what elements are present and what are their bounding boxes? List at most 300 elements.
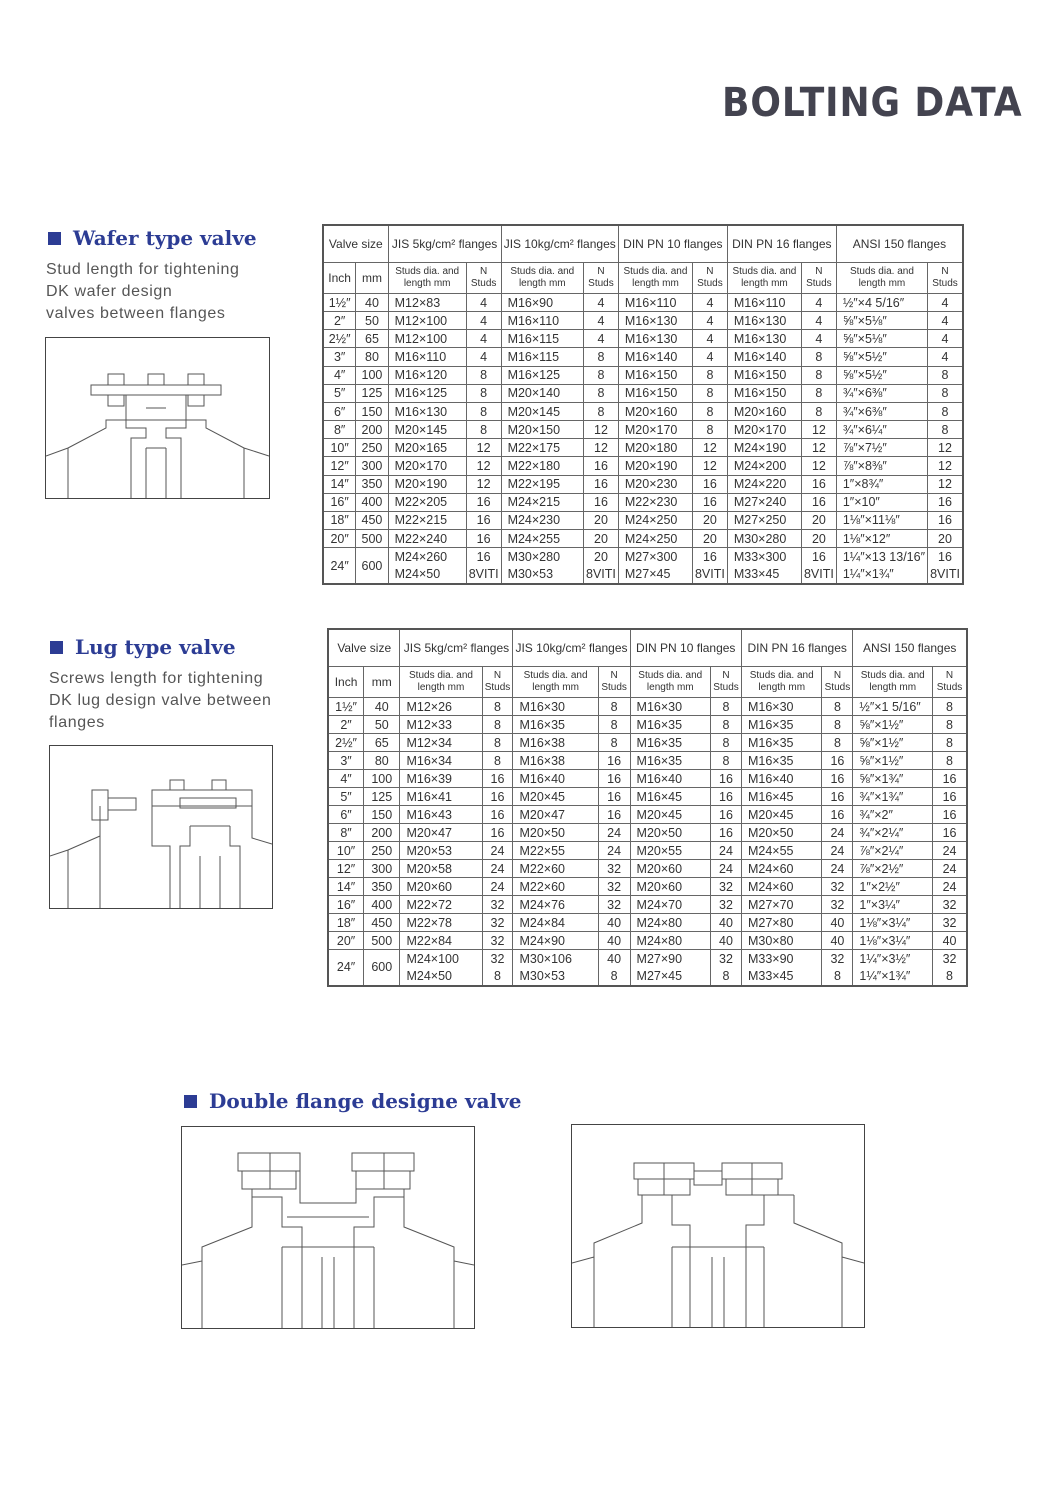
n-studs-cell: 16 [928,511,963,529]
studs-dia-cell: M27×80 [741,914,821,932]
n-studs-cell: 16 [801,493,836,511]
n-studs-cell: 8 [933,734,967,752]
mm-header: mm [356,263,388,294]
studs-dia-cell: M30×53 [513,968,598,986]
n-studs-cell: 12 [466,457,501,475]
mm-cell: 40 [356,294,388,312]
studs-dia-cell: M24×215 [501,493,583,511]
n-studs-cell: 4 [466,294,501,312]
studs-dia-cell: ¾″×6⅜″ [836,384,927,402]
studs-dia-cell: M20×145 [501,402,583,420]
group-header: JIS 5kg/cm² flanges [400,629,513,667]
studs-dia-cell: M20×170 [618,421,692,439]
studs-dia-cell: M33×45 [741,968,821,986]
studs-dia-cell: M12×100 [388,330,466,348]
n-studs-cell: 12 [692,439,727,457]
n-studs-cell: 16 [598,752,630,770]
studs-dia-cell: ¾″×6⅜″ [836,402,927,420]
studs-dia-cell: 1¼″×13 13/16″ [836,548,927,566]
n-studs-cell: 24 [933,842,967,860]
n-studs-cell: 24 [822,860,853,878]
n-studs-cell: 16 [482,806,513,824]
studs-dia-cell: M20×47 [513,806,598,824]
n-studs-cell: 12 [928,439,963,457]
n-studs-cell: 4 [692,312,727,330]
studs-dia-cell: M16×40 [513,770,598,788]
desc-line: DK lug design valve between [49,692,272,709]
n-studs-cell: 8 [482,698,513,716]
studs-dia-cell: ⅝″×5⅛″ [836,330,927,348]
studs-dia-cell: M24×55 [741,842,821,860]
n-studs-cell: 32 [482,932,513,950]
studs-dia-cell: ½″×4 5/16″ [836,294,927,312]
n-studs-cell: 32 [933,896,967,914]
studs-dia-cell: M22×180 [501,457,583,475]
n-studs-header: N Studs [466,263,501,294]
group-header: ANSI 150 flanges [836,225,963,263]
studs-dia-cell: M22×240 [388,530,466,548]
studs-dia-header: Studs dia. and length mm [513,667,598,698]
inch-cell: 2½″ [323,330,356,348]
studs-dia-cell: M20×180 [618,439,692,457]
n-studs-cell: 8 [692,366,727,384]
studs-dia-header: Studs dia. and length mm [630,667,710,698]
n-studs-cell: 20 [801,511,836,529]
inch-cell: 10″ [328,842,364,860]
studs-dia-cell: 1¼″×1¾″ [853,968,933,986]
studs-dia-cell: ⅝″×1½″ [853,752,933,770]
n-studs-cell: 32 [822,878,853,896]
studs-dia-cell: 1⅛″×11⅛″ [836,511,927,529]
n-studs-cell: 16 [598,788,630,806]
table-row [323,312,963,330]
studs-dia-cell: M27×250 [727,511,801,529]
table-row [323,384,963,402]
studs-dia-cell: M24×84 [513,914,598,932]
n-studs-cell: 40 [933,932,967,950]
page-title: BOLTING DATA [722,80,1023,126]
studs-dia-cell: M20×60 [630,878,710,896]
studs-dia-cell: M12×34 [400,734,482,752]
lug-title-text: Lug type valve [75,635,236,659]
desc-line: Screws length for tightening [49,670,264,687]
n-studs-cell: 8 [584,348,619,366]
studs-dia-cell: M16×34 [400,752,482,770]
n-studs-cell: 4 [801,330,836,348]
studs-dia-cell: M20×190 [618,457,692,475]
n-studs-header: N Studs [692,263,727,294]
table-row [323,366,963,384]
mm-cell: 65 [364,734,400,752]
studs-dia-cell: M16×35 [741,716,821,734]
n-studs-header: N Studs [598,667,630,698]
studs-dia-cell: M12×100 [388,312,466,330]
studs-dia-cell: M24×100 [400,950,482,968]
studs-dia-cell: M22×195 [501,475,583,493]
studs-dia-cell: M20×60 [400,878,482,896]
mm-cell: 65 [356,330,388,348]
n-studs-cell: 16 [822,770,853,788]
studs-dia-cell: M20×55 [630,842,710,860]
studs-dia-cell: M16×125 [501,366,583,384]
inch-cell: 8″ [323,421,356,439]
studs-dia-cell: M24×80 [630,932,710,950]
n-studs-cell: 32 [711,950,742,968]
n-studs-cell: 8 [482,716,513,734]
n-studs-cell: 16 [466,493,501,511]
n-studs-cell: 32 [711,896,742,914]
inch-cell: 24″ [323,548,356,584]
n-studs-cell: 24 [822,824,853,842]
mm-cell: 350 [356,475,388,493]
n-studs-cell: 16 [801,548,836,566]
studs-dia-cell: M16×125 [388,384,466,402]
inch-cell: 3″ [323,348,356,366]
studs-dia-cell: 1″×3¼″ [853,896,933,914]
studs-dia-cell: M12×33 [400,716,482,734]
n-studs-cell: 8 [598,698,630,716]
n-studs-cell: 8 [801,366,836,384]
square-bullet-icon [50,641,63,654]
mm-cell: 200 [356,421,388,439]
table-row [328,788,967,806]
n-studs-cell: 32 [482,896,513,914]
studs-dia-header: Studs dia. and length mm [388,263,466,294]
mm-cell: 40 [364,698,400,716]
studs-dia-cell: M16×35 [513,716,598,734]
n-studs-cell: 32 [482,950,513,968]
studs-dia-cell: M20×50 [741,824,821,842]
n-studs-cell: 4 [801,312,836,330]
inch-cell: 10″ [323,439,356,457]
table-row [328,752,967,770]
n-studs-cell: 16 [928,548,963,566]
inch-cell: 4″ [328,770,364,788]
studs-dia-cell: M27×90 [630,950,710,968]
studs-dia-cell: M16×30 [741,698,821,716]
studs-dia-cell: 1¼″×3½″ [853,950,933,968]
studs-dia-cell: M16×35 [630,734,710,752]
n-studs-cell: 24 [598,824,630,842]
studs-dia-cell: M24×220 [727,475,801,493]
n-studs-cell: 4 [928,294,963,312]
n-studs-cell: 20 [692,511,727,529]
desc-line: DK wafer design [46,283,173,300]
n-studs-cell: 16 [933,770,967,788]
studs-dia-header: Studs dia. and length mm [618,263,692,294]
studs-dia-cell: ⅞″×7½″ [836,439,927,457]
n-studs-cell: 12 [801,439,836,457]
studs-dia-cell: M16×38 [513,752,598,770]
n-studs-cell: 8 [933,716,967,734]
double-flange-drawing-1 [181,1126,475,1329]
studs-dia-cell: M20×45 [630,806,710,824]
studs-dia-cell: M16×35 [741,752,821,770]
studs-dia-cell: M30×280 [727,530,801,548]
studs-dia-cell: ⅝″×5½″ [836,348,927,366]
inch-cell: 5″ [328,788,364,806]
studs-dia-cell: M24×230 [501,511,583,529]
studs-dia-cell: M20×230 [618,475,692,493]
studs-dia-cell: M22×215 [388,511,466,529]
wafer-bolting-table [322,224,964,585]
studs-dia-cell: M16×150 [618,366,692,384]
n-studs-cell: 8 [933,752,967,770]
n-studs-cell: 8 [928,402,963,420]
n-studs-cell: 8 [801,348,836,366]
wafer-description [46,259,240,325]
lug-description [49,668,272,734]
studs-dia-cell: M16×140 [618,348,692,366]
studs-dia-cell: M24×190 [727,439,801,457]
n-studs-cell: 16 [933,788,967,806]
mm-cell: 150 [356,402,388,420]
n-studs-cell: 32 [598,878,630,896]
double-title-text: Double flange designe valve [209,1089,522,1113]
studs-dia-cell: M16×120 [388,366,466,384]
n-studs-cell: 4 [928,330,963,348]
inch-cell: 1½″ [323,294,356,312]
studs-dia-cell: M16×38 [513,734,598,752]
studs-dia-cell: 1″×10″ [836,493,927,511]
inch-cell: 2″ [323,312,356,330]
mm-cell: 600 [364,950,400,986]
inch-cell: 12″ [323,457,356,475]
studs-dia-cell: M22×175 [501,439,583,457]
n-studs-cell: 16 [692,493,727,511]
n-studs-cell: 16 [801,475,836,493]
studs-dia-cell: M24×70 [630,896,710,914]
table-row [328,860,967,878]
n-studs-cell: 4 [584,294,619,312]
n-studs-cell: 4 [692,348,727,366]
n-studs-cell: 16 [928,493,963,511]
table-row [323,421,963,439]
double-flange-drawing-2 [571,1124,865,1328]
studs-dia-cell: M12×83 [388,294,466,312]
n-studs-cell: 16 [711,770,742,788]
n-studs-cell: 4 [928,312,963,330]
studs-dia-cell: M16×130 [618,312,692,330]
studs-dia-cell: M20×45 [741,806,821,824]
studs-dia-cell: M24×60 [741,860,821,878]
n-studs-cell: 8 [928,384,963,402]
n-studs-cell: 20 [801,530,836,548]
inch-cell: 16″ [328,896,364,914]
n-studs-cell: 16 [598,806,630,824]
studs-dia-cell: ⅞″×2½″ [853,860,933,878]
n-studs-cell: 8 [822,734,853,752]
n-studs-cell: 8 [482,968,513,986]
studs-dia-cell: M16×130 [727,312,801,330]
mm-cell: 500 [364,932,400,950]
studs-dia-cell: ⅝″×5⅛″ [836,312,927,330]
table-row [323,348,963,366]
studs-dia-cell: M20×60 [630,860,710,878]
studs-dia-cell: M22×78 [400,914,482,932]
table-row [323,457,963,475]
n-studs-cell: 16 [933,824,967,842]
n-studs-cell: 16 [711,824,742,842]
studs-dia-cell: M22×60 [513,860,598,878]
studs-dia-cell: M22×230 [618,493,692,511]
studs-dia-cell: M16×41 [400,788,482,806]
n-studs-cell: 8 [466,402,501,420]
n-studs-cell: 8 [584,402,619,420]
studs-dia-header: Studs dia. and length mm [853,667,933,698]
n-studs-cell: 24 [598,842,630,860]
n-studs-cell: 8 [933,968,967,986]
lug-section-title [50,635,236,659]
table-row [328,932,967,950]
n-studs-cell: 12 [928,457,963,475]
studs-dia-header: Studs dia. and length mm [741,667,821,698]
mm-cell: 600 [356,548,388,584]
studs-dia-cell: M24×200 [727,457,801,475]
group-header: JIS 5kg/cm² flanges [388,225,501,263]
n-studs-cell: 40 [711,914,742,932]
mm-cell: 450 [364,914,400,932]
inch-cell: 14″ [328,878,364,896]
studs-dia-cell: M24×260 [388,548,466,566]
n-studs-cell: 16 [466,511,501,529]
n-studs-cell: 40 [822,914,853,932]
mm-cell: 450 [356,511,388,529]
studs-dia-cell: M24×60 [741,878,821,896]
studs-dia-cell: M16×35 [630,716,710,734]
inch-cell: 24″ [328,950,364,986]
n-studs-cell: 4 [466,348,501,366]
n-studs-cell: 8 [598,968,630,986]
studs-dia-cell: ½″×1 5/16″ [853,698,933,716]
n-studs-cell: 8 [692,384,727,402]
inch-cell: 3″ [328,752,364,770]
table-row [328,896,967,914]
studs-dia-cell: ⅝″×1¾″ [853,770,933,788]
mm-cell: 400 [364,896,400,914]
studs-dia-cell: M20×170 [727,421,801,439]
inch-header: Inch [323,263,356,294]
n-studs-cell: 24 [933,860,967,878]
studs-dia-cell: M16×40 [630,770,710,788]
mm-cell: 50 [364,716,400,734]
studs-dia-cell: M24×76 [513,896,598,914]
n-studs-cell: 8 [822,698,853,716]
studs-dia-cell: M24×250 [618,511,692,529]
studs-dia-cell: ¾″×2″ [853,806,933,824]
table-row [328,878,967,896]
studs-dia-cell: M16×110 [501,312,583,330]
desc-line: valves between flanges [46,305,226,322]
valve-size-header: Valve size [323,225,388,263]
studs-dia-cell: M27×240 [727,493,801,511]
n-studs-header: N Studs [801,263,836,294]
inch-cell: 5″ [323,384,356,402]
n-studs-cell: 4 [692,294,727,312]
table-row [328,698,967,716]
group-header: DIN PN 10 flanges [630,629,741,667]
mm-cell: 250 [356,439,388,457]
n-studs-cell: 12 [801,457,836,475]
n-studs-cell: 16 [598,770,630,788]
studs-dia-cell: M24×50 [388,566,466,584]
n-studs-cell: 8VITI [466,566,501,584]
studs-dia-cell: M24×250 [618,530,692,548]
studs-dia-cell: 1″×8¾″ [836,475,927,493]
studs-dia-cell: M16×140 [727,348,801,366]
studs-dia-cell: M16×110 [618,294,692,312]
table-row [328,806,967,824]
studs-dia-cell: 1⅛″×12″ [836,530,927,548]
mm-cell: 125 [356,384,388,402]
inch-cell: 6″ [328,806,364,824]
wafer-title-text: Wafer type valve [73,226,257,250]
mm-cell: 300 [356,457,388,475]
n-studs-cell: 12 [584,439,619,457]
n-studs-cell: 24 [482,842,513,860]
n-studs-cell: 16 [584,475,619,493]
studs-dia-cell: 1⅛″×3¼″ [853,932,933,950]
n-studs-cell: 12 [928,475,963,493]
n-studs-cell: 8 [933,698,967,716]
inch-cell: 6″ [323,402,356,420]
studs-dia-cell: M20×140 [501,384,583,402]
inch-cell: 1½″ [328,698,364,716]
studs-dia-cell: M16×90 [501,294,583,312]
n-studs-header: N Studs [711,667,742,698]
n-studs-cell: 12 [466,475,501,493]
table-row [328,716,967,734]
n-studs-cell: 32 [822,896,853,914]
n-studs-cell: 24 [711,860,742,878]
n-studs-cell: 16 [466,548,501,566]
studs-dia-cell: M20×58 [400,860,482,878]
lug-table-body [328,698,967,986]
n-studs-cell: 16 [933,806,967,824]
inch-cell: 8″ [328,824,364,842]
wafer-section-title [48,226,257,250]
studs-dia-cell: M16×115 [501,330,583,348]
inch-cell: 20″ [328,932,364,950]
n-studs-cell: 16 [466,530,501,548]
n-studs-cell: 32 [933,914,967,932]
n-studs-cell: 20 [584,530,619,548]
n-studs-cell: 32 [933,950,967,968]
n-studs-cell: 4 [466,312,501,330]
n-studs-cell: 8 [801,384,836,402]
table-row [328,914,967,932]
n-studs-cell: 12 [466,439,501,457]
table-row [323,439,963,457]
inch-cell: 14″ [323,475,356,493]
table-row [323,402,963,420]
n-studs-cell: 40 [822,932,853,950]
studs-dia-cell: M20×145 [388,421,466,439]
n-studs-cell: 16 [822,788,853,806]
n-studs-cell: 24 [482,860,513,878]
n-studs-cell: 16 [482,824,513,842]
group-header: DIN PN 16 flanges [741,629,852,667]
studs-dia-cell: M27×45 [618,566,692,584]
studs-dia-cell: ¾″×1¾″ [853,788,933,806]
square-bullet-icon [184,1095,197,1108]
n-studs-cell: 12 [584,421,619,439]
n-studs-cell: 8VITI [801,566,836,584]
studs-dia-cell: M16×45 [630,788,710,806]
studs-dia-cell: M20×170 [388,457,466,475]
inch-cell: 18″ [323,511,356,529]
n-studs-cell: 24 [482,878,513,896]
